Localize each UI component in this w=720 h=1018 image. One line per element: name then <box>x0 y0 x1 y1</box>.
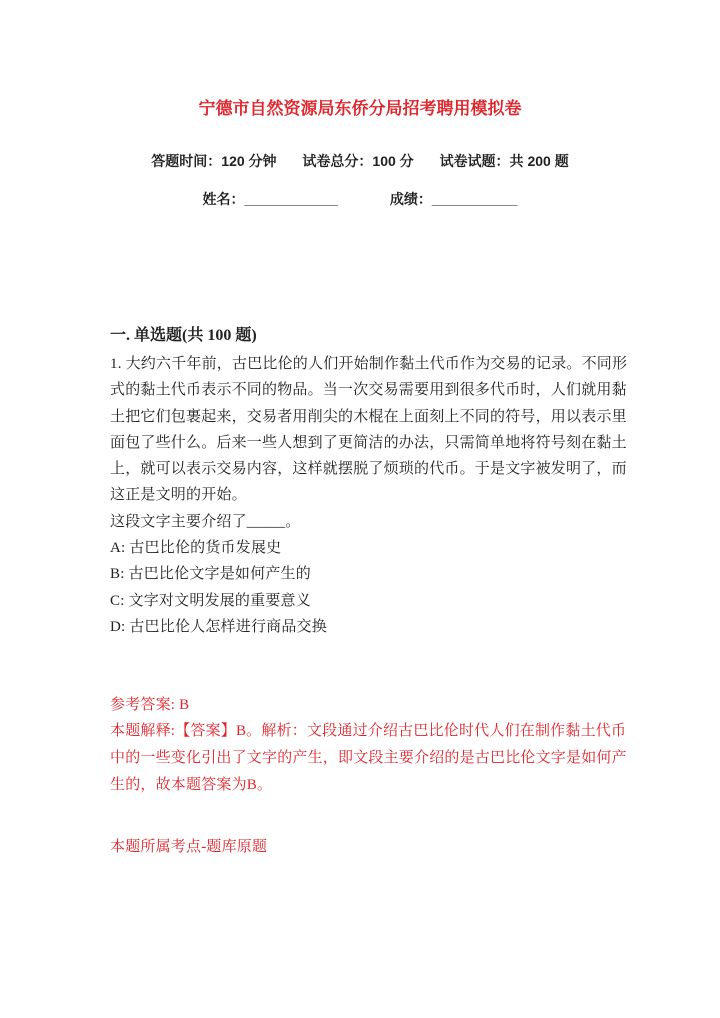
question-line: 这正是文明的开始。 <box>110 487 247 503</box>
option-d: D: 古巴比伦人怎样进行商品交换 <box>110 619 327 635</box>
explanation-line: 中的一些变化引出了文字的产生，即文段主要介绍的是古巴比伦文字是如何产 <box>110 750 627 766</box>
explanation-line: 本题解释:【答案】B。解析：文段通过介绍古巴比伦时代人们在制作黏土代币 <box>110 723 627 739</box>
option-c: C: 文字对文明发展的重要意义 <box>110 593 311 609</box>
exam-count: 试卷试题：共 200 题 <box>439 153 569 169</box>
exam-time: 答题时间：120 分钟 <box>151 153 277 169</box>
document-title: 宁德市自然资源局东侨分局招考聘用模拟卷 <box>198 99 522 118</box>
topic-line: 本题所属考点-题库原题 <box>110 839 268 855</box>
question-line: 面包了些什么。后来一些人想到了更简洁的办法，只需简单地将符号刻在黏土 <box>110 435 627 451</box>
reference-answer: 参考答案: B <box>110 697 190 713</box>
option-a: A: 古巴比伦的货币发展史 <box>110 540 282 556</box>
section-heading: 一. 单选题(共 100 题) <box>110 327 257 344</box>
exam-info <box>0 151 720 171</box>
candidate-fields <box>0 189 720 209</box>
explanation-line: 生的，故本题答案为B。 <box>110 777 273 793</box>
question-line: 土把它们包裹起来，交易者用削尖的木棍在上面刻上不同的符号，用以表示里 <box>110 409 627 425</box>
grade-field: 成绩：___________ <box>389 191 518 207</box>
option-b: B: 古巴比伦文字是如何产生的 <box>110 566 311 582</box>
question-line: 式的黏土代币表示不同的物品。当一次交易需要用到很多代币时，人们就用黏 <box>110 382 627 398</box>
exam-score: 试卷总分：100 分 <box>302 153 414 169</box>
question-line: 上，就可以表示交易内容，这样就摆脱了烦琐的代币。于是文字被发明了，而 <box>110 461 627 477</box>
question-prompt: 这段文字主要介绍了_____。 <box>110 514 301 530</box>
question-line: 1. 大约六千年前，古巴比伦的人们开始制作黏土代币作为交易的记录。不同形 <box>110 356 628 372</box>
name-field: 姓名：____________ <box>202 191 338 207</box>
